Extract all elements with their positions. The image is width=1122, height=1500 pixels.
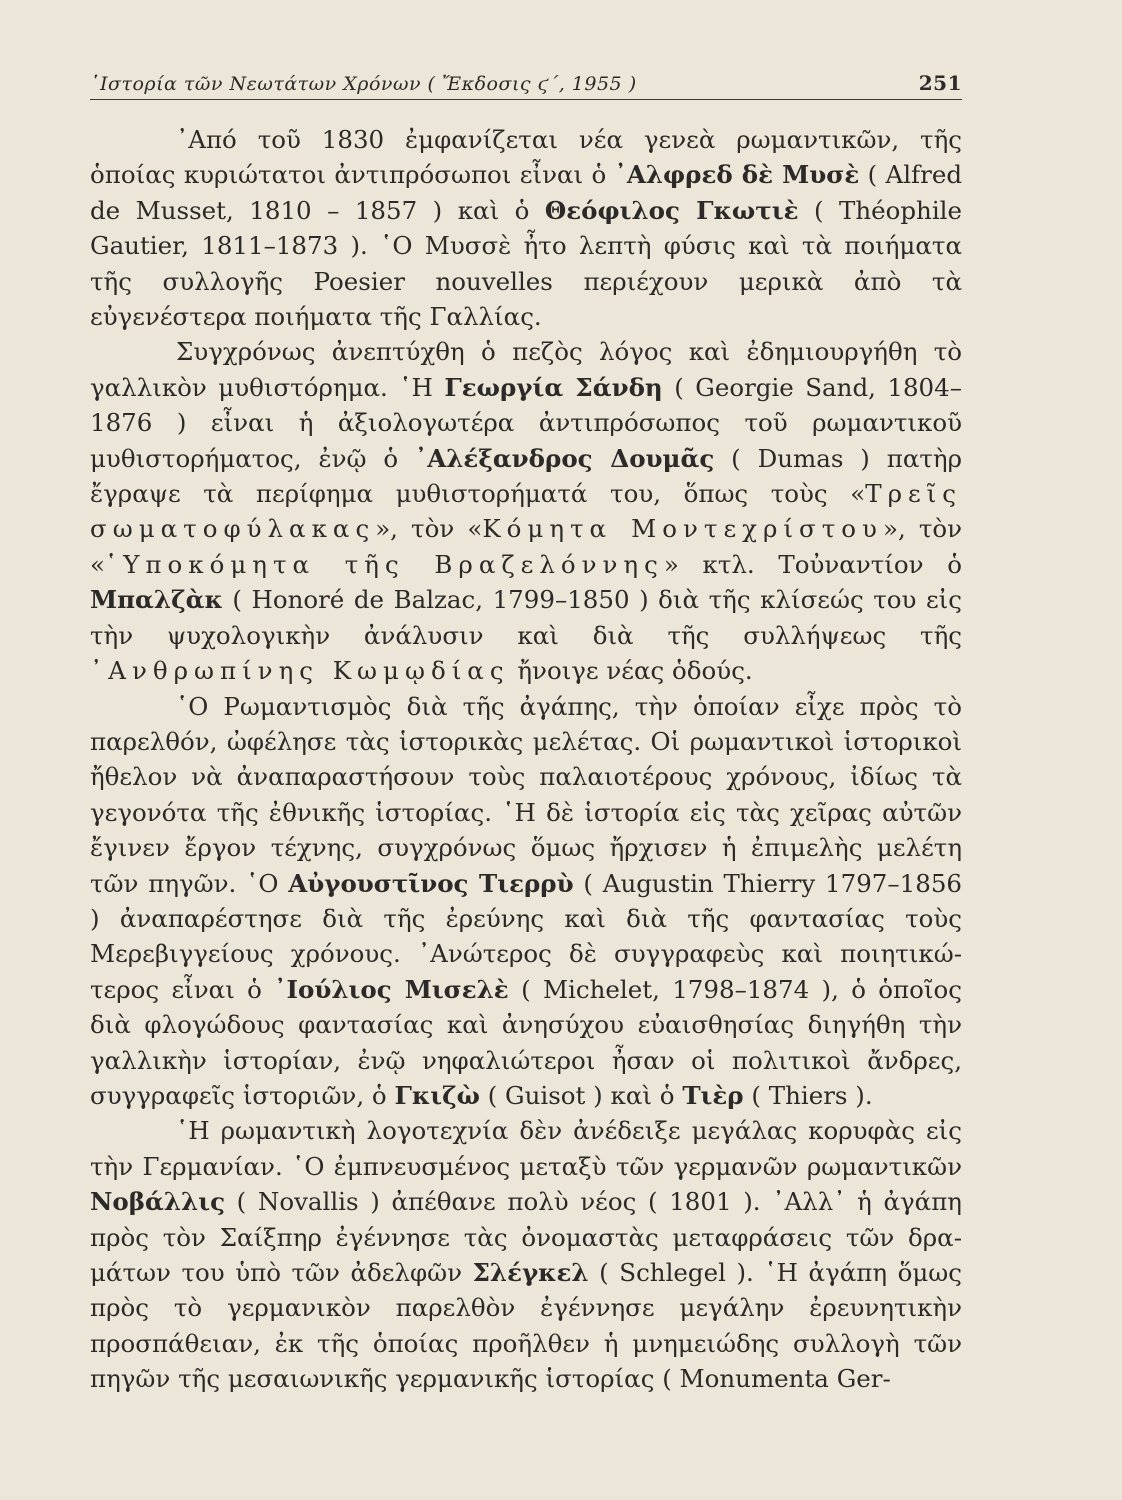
bold-name: ᾿Ιούλιος Μισελὲ [274,974,509,1004]
bold-name: Γεωργία Σάνδη [444,372,663,402]
bold-name: Σλέγκελ [472,1258,589,1287]
running-head [90,66,962,100]
spaced-title: ᾿Ανθρωπίνης Κωμῳδίας [90,656,510,686]
paragraph: ῾Η ρωμαντικὴ λογοτεχνία δὲν ἀνέδειξε μεγάλας κορυφὰς εἰς τὴν Γερμανίαν. ῾Ο ἐμπνευσμένος μεταξὺ τῶν γερμανῶν ρωμαντικῶν Νοβάλλις ( Novallis ) ἀπέθανε πολὺ νέος ( 1801 ). ᾿Αλλ᾿ ἡ ἀγάπη πρὸς τὸν Σαίξπηρ ἐγέννησε τὰς ὀνομαστὰς μεταφράσεις τῶν δραμάτων του ὑπὸ τῶν ἀδελφῶν Σλέγκελ ( Schlegel ). ῾Η ἀγάπη ὅμως πρὸς τὸ γερμανικὸν παρελθὸν ἐγέννησε μεγάλην ἐρευνητικὴν προσπάθειαν, ἐκ τῆς ὁποίας προῆλθεν ἡ μνημειώδης συλλογὴ τῶν πηγῶν τῆς μεσαιωνικῆς γερμανικῆς ἱστορίας ( Monumenta Ger- [90,1116,962,1394]
paragraph: ᾿Από τοῦ 1830 ἐμφανίζεται νέα γενεὰ ρωμαντικῶν, τῆς ὁποίας κυριώτατοι ἀντιπρόσωποι εἶναι ὁ ᾿Αλφρεδ δὲ Μυσὲ ( Alfred de Musset, 1810 – 1857 ) καὶ ὁ Θεόφιλος Γκωτιὲ ( Théophile Gautier, 1811–1873 ). ῾Ο Μυσσὲ ἦτο λεπτὴ φύσις καὶ τὰ ποιήματα τῆς συλλογῆς Poesier nouvelles περιέχουν μερικὰ ἀπὸ τὰ εὐγενέστερα ποιήματα τῆς Γαλλίας. [90,125,962,332]
bold-name: Μπαλζὰκ [90,585,223,615]
paragraph: ῾Ο Ρωμαντισμὸς διὰ τῆς ἀγάπης, τὴν ὁποίαν εἶχε πρὸς τὸ παρελθόν, ὠφέλησε τὰς ἱστορικὰς μελέτας. Οἱ ρωμαντικοὶ ἱστορικοὶ ἤθελον νὰ ἀναπαραστήσουν τοὺς παλαιοτέρους χρόνους, ἰδίως τὰ γεγονότα τῆς ἐθνικῆς ἱστορίας. ῾Η δὲ ἱστορία εἰς τὰς χεῖρας αὐτῶν ἔγινεν ἔργον τέχνης, συγχρόνως ὅμως ἤρχισεν ἡ ἐπιμελὴς μελέτη τῶν πηγῶν. ῾Ο Αὐγουστῖνος Τιερρὺ ( Augustin Thierry 1797–1856 ) ἀναπαρέστησε διὰ τῆς ἐρεύνης καὶ διὰ τῆς φαντασίας τοὺς Μερεβιγγείους χρόνους. ᾿Ανώτερος δὲ συγγραφεὺς καὶ ποιητικώτερος εἶναι ὁ ᾿Ιούλιος Μισελὲ ( Michelet, 1798–1874 ), ὁ ὁποῖος διὰ φλογώδους φαντασίας καὶ ἀνησύχου εὐαισθησίας διηγήθη τὴν γαλλικὴν ἱστορίαν, ἐνῷ νηφαλιώτεροι ἦσαν οἱ πολιτικοὶ ἄνδρες, συγγραφεῖς ἱστοριῶν, ὁ Γκιζὼ ( Guisot ) καὶ ὁ Τιὲρ ( Thiers ). [90,691,962,1110]
bold-name: ᾿Αλέξανδρος Δουμᾶς [414,443,715,473]
spaced-title: Τρεῖς σωματοφύλακας [90,479,962,544]
spaced-title: Κόμητα Μοντεχρίστου [482,514,883,544]
bold-name: Θεόφιλος Γκωτιὲ [544,195,799,225]
body-text [90,122,962,1397]
bold-name: Τιὲρ [682,1080,744,1110]
paragraph: Συγχρόνως ἀνεπτύχθη ὁ πεζὸς λόγος καὶ ἐδημιουργήθη τὸ γαλλικὸν μυθιστόρημα. ῾Η Γεωργία Σάνδη ( Georgie Sand, 1804–1876 ) εἶναι ἡ ἀξιολογωτέρα ἀντιπρόσωπος τοῦ ρωμαντικοῦ μυθιστορήματος, ἐνῷ ὁ ᾿Αλέξανδρος Δουμᾶς ( Dumas ) πατὴρ ἔγραψε τὰ περίφημα μυθιστορήματά του, ὅπως τοὺς «Τρεῖς σωματοφύλακας», τὸν «Κόμητα Μοντεχρίστου», τὸν «῾Υποκόμητα τῆς Βραζελόννης» κτλ. Τοὐναντίον ὁ Μπαλζὰκ ( Honoré de Balzac, 1799–1850 ) διὰ τῆς κλίσεώς του εἰς τὴν ψυχολογικὴν ἀνάλυσιν καὶ διὰ τῆς συλλήψεως τῆς ᾿Ανθρωπίνης Κωμῳδίας ἤνοιγε νέας ὁδούς. [90,337,963,686]
bold-name: ᾿Αλφρεδ δὲ Μυσὲ [614,160,860,190]
running-head-title: ῾Ιστορία τῶν Νεωτάτων Χρόνων ( Ἔκδοσις ϛ΄, 1955 ) [90,73,637,95]
spaced-title: ῾Υποκόμητα τῆς Βραζελόννης [105,549,664,579]
bold-name: Νοβάλλις [90,1187,225,1217]
bold-name: Αὐγουστῖνος Τιερρὺ [288,868,574,898]
page-number: 251 [918,71,962,95]
bold-name: Γκιζὼ [394,1080,480,1110]
